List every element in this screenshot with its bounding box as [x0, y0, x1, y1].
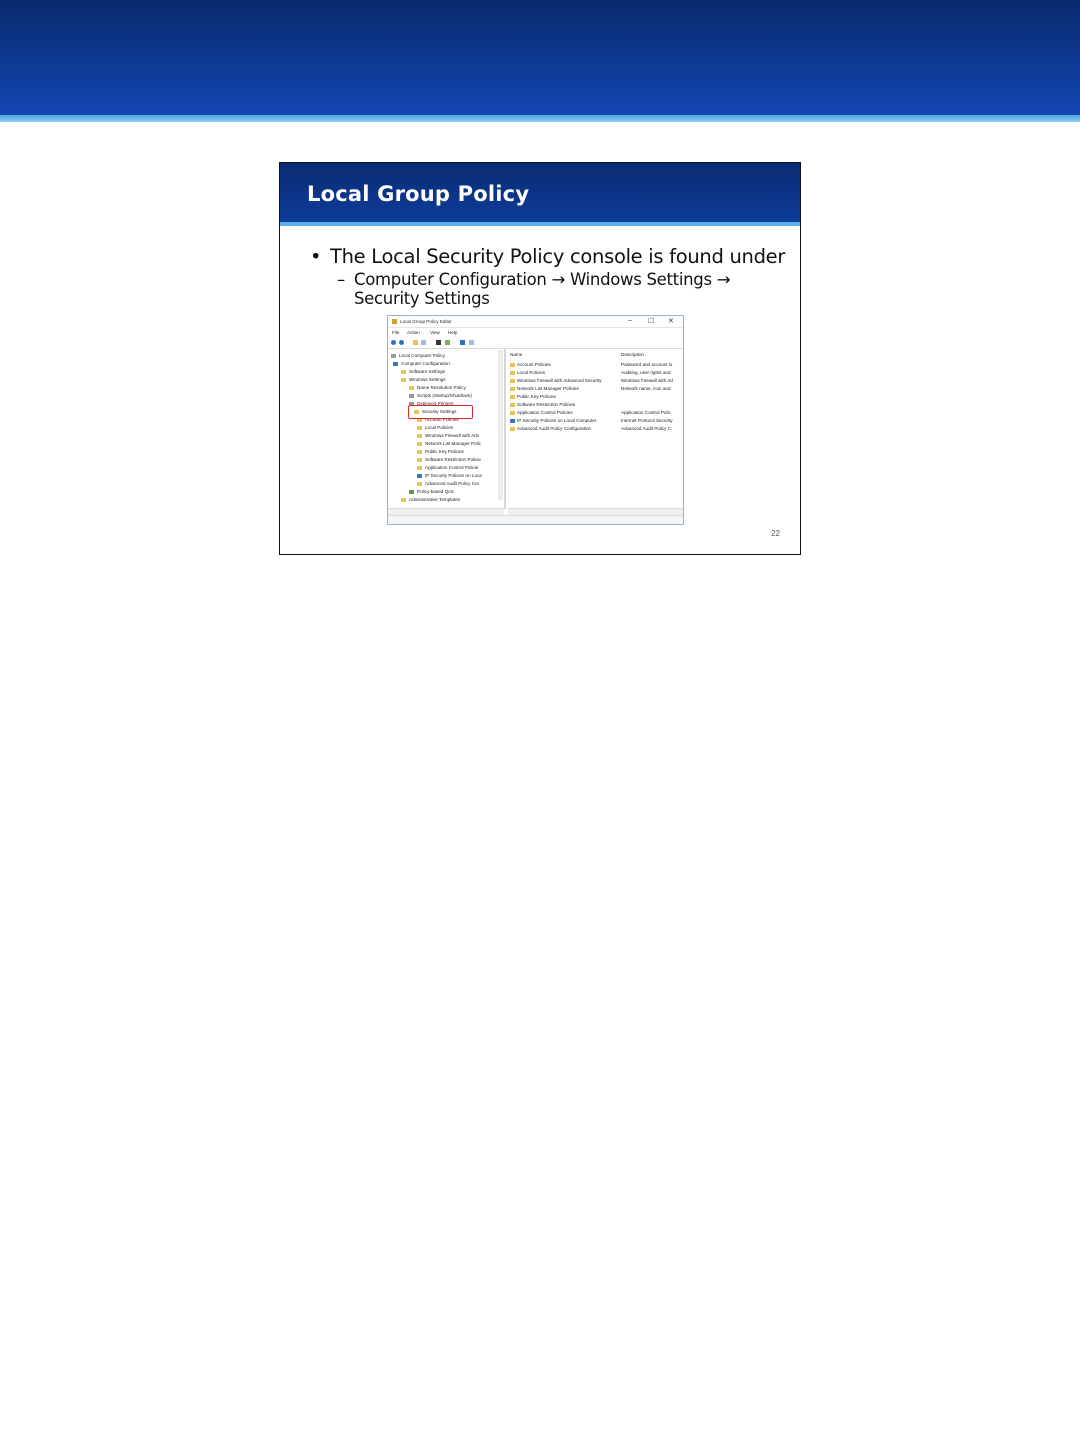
menu-view[interactable]: View [430, 330, 440, 335]
bullet-text: The Local Security Policy console is found under [330, 245, 786, 268]
folder-icon [510, 379, 515, 383]
pane-splitter[interactable] [504, 349, 506, 509]
folder-icon [401, 378, 406, 382]
list-row-description: Auditing, user rights and [621, 370, 671, 375]
gpo-window-title: Local Group Policy Editor [400, 319, 452, 324]
list-row-name[interactable]: Account Policies [510, 361, 551, 369]
delete-icon[interactable] [436, 340, 441, 345]
forward-icon[interactable] [399, 340, 404, 345]
help-icon[interactable] [460, 340, 465, 345]
sub-bullet-marker: – [337, 270, 345, 289]
maximize-icon[interactable]: ☐ [648, 318, 655, 325]
folder-icon [417, 458, 422, 462]
column-header-description[interactable]: Description [621, 352, 644, 357]
tree-item[interactable]: Administrative Templates [401, 496, 460, 503]
tree-item[interactable]: Application Control Policie [417, 464, 478, 471]
list-row-description: Advanced Audit Policy C [621, 426, 672, 431]
list-row-name[interactable]: Software Restriction Policies [510, 401, 575, 409]
computer-icon [391, 354, 396, 358]
list-row-description: Network name, icon and [621, 386, 671, 391]
slide-page-number: 22 [771, 529, 780, 538]
folder-icon [401, 498, 406, 502]
folder-icon [510, 403, 515, 407]
tree-item[interactable]: Software Settings [401, 368, 445, 375]
folder-icon [417, 450, 422, 454]
list-row-name[interactable]: Advanced Audit Policy Configuration [510, 425, 591, 433]
shield-icon [510, 419, 515, 423]
list-row-name[interactable]: IP Security Policies on Local Computer [510, 417, 596, 425]
slide-header-stripe [280, 222, 800, 226]
page-header-stripe [0, 115, 1080, 122]
tree-item[interactable]: IP Security Policies on Loca [417, 472, 482, 479]
show-hide-tree-icon[interactable] [421, 340, 426, 345]
list-row-description: Internet Protocol Security [621, 418, 673, 423]
chart-icon [409, 490, 414, 494]
slide-title: Local Group Policy [307, 182, 530, 206]
tree-item[interactable]: Local Policies [417, 424, 453, 431]
export-icon[interactable] [445, 340, 450, 345]
tree-item[interactable]: Deployed Printers [409, 400, 454, 407]
tree-item[interactable]: Name Resolution Policy [409, 384, 466, 391]
tree-item-security-settings[interactable]: Security Settings [414, 408, 456, 415]
red-highlight-box [408, 405, 473, 419]
list-row-name[interactable]: Network List Manager Policies [510, 385, 579, 393]
menu-file[interactable]: File [392, 330, 400, 335]
gpo-toolbar [388, 338, 683, 349]
tree-item[interactable]: Windows Firewall with Adv [417, 432, 479, 439]
gpo-list-pane [508, 349, 683, 509]
tree-item[interactable]: Computer Configuration [393, 360, 450, 367]
back-icon[interactable] [391, 340, 396, 345]
list-row-name[interactable]: Public Key Policies [510, 393, 556, 401]
folder-icon [417, 482, 422, 486]
minimize-icon[interactable]: – [628, 317, 632, 324]
tree-item[interactable]: Account Policies [417, 416, 459, 423]
folder-up-icon[interactable] [413, 340, 418, 345]
folder-icon [417, 442, 422, 446]
folder-icon [417, 466, 422, 470]
folder-icon [409, 386, 414, 390]
script-icon [409, 394, 414, 398]
tree-item[interactable]: Public Key Policies [417, 448, 464, 455]
tree-item[interactable]: Advanced Audit Policy Cor [417, 480, 479, 487]
bullet-marker: • [310, 245, 322, 268]
tree-item[interactable]: Policy-based QoS [409, 488, 454, 495]
gpo-status-bar [388, 515, 683, 525]
list-row-name[interactable]: Windows Firewall with Advanced Security [510, 377, 602, 385]
list-row-description: Password and account lo [621, 362, 673, 367]
folder-icon [401, 370, 406, 374]
sub-bullet-text-line-1: Computer Configuration → Windows Settings → [354, 270, 731, 289]
tree-scrollbar[interactable] [498, 350, 503, 500]
tree-item[interactable]: Scripts (Startup/Shutdown) [409, 392, 472, 399]
folder-icon [510, 427, 515, 431]
gpo-editor-screenshot [387, 315, 684, 525]
folder-icon [417, 426, 422, 430]
folder-icon [510, 395, 515, 399]
tree-item[interactable]: Windows Settings [401, 376, 446, 383]
slide-thumbnail [279, 162, 801, 555]
folder-icon [510, 387, 515, 391]
gpo-title-bar [388, 316, 683, 328]
properties-icon[interactable] [469, 340, 474, 345]
list-horizontal-scrollbar[interactable] [508, 508, 683, 515]
app-icon [392, 319, 397, 324]
shield-icon [417, 474, 422, 478]
gpo-menu-bar [388, 328, 683, 337]
menu-help[interactable]: Help [448, 330, 458, 335]
tree-horizontal-scrollbar[interactable] [388, 508, 504, 515]
folder-icon [510, 363, 515, 367]
list-row-name[interactable]: Local Policies [510, 369, 545, 377]
folder-icon [417, 434, 422, 438]
close-icon[interactable]: ✕ [668, 318, 674, 325]
folder-icon [510, 371, 515, 375]
list-row-name[interactable]: Application Control Policies [510, 409, 573, 417]
tree-item[interactable]: Local Computer Policy [391, 352, 445, 359]
list-row-description: Windows Firewall with Ad [621, 378, 673, 383]
menu-action[interactable]: Action [407, 330, 420, 335]
gpo-tree-pane [388, 349, 504, 509]
column-header-name[interactable]: Name [510, 352, 523, 357]
page-header-band [0, 0, 1080, 115]
sub-bullet-text-line-2: Security Settings [354, 289, 490, 308]
list-row-description: Application Control Polic [621, 410, 671, 415]
tree-item[interactable]: Network List Manager Polic [417, 440, 481, 447]
bullet-item [310, 245, 785, 268]
sub-bullet-item [337, 270, 767, 308]
computer-icon [393, 362, 398, 366]
tree-item[interactable]: Software Restriction Policie [417, 456, 481, 463]
folder-icon [510, 411, 515, 415]
